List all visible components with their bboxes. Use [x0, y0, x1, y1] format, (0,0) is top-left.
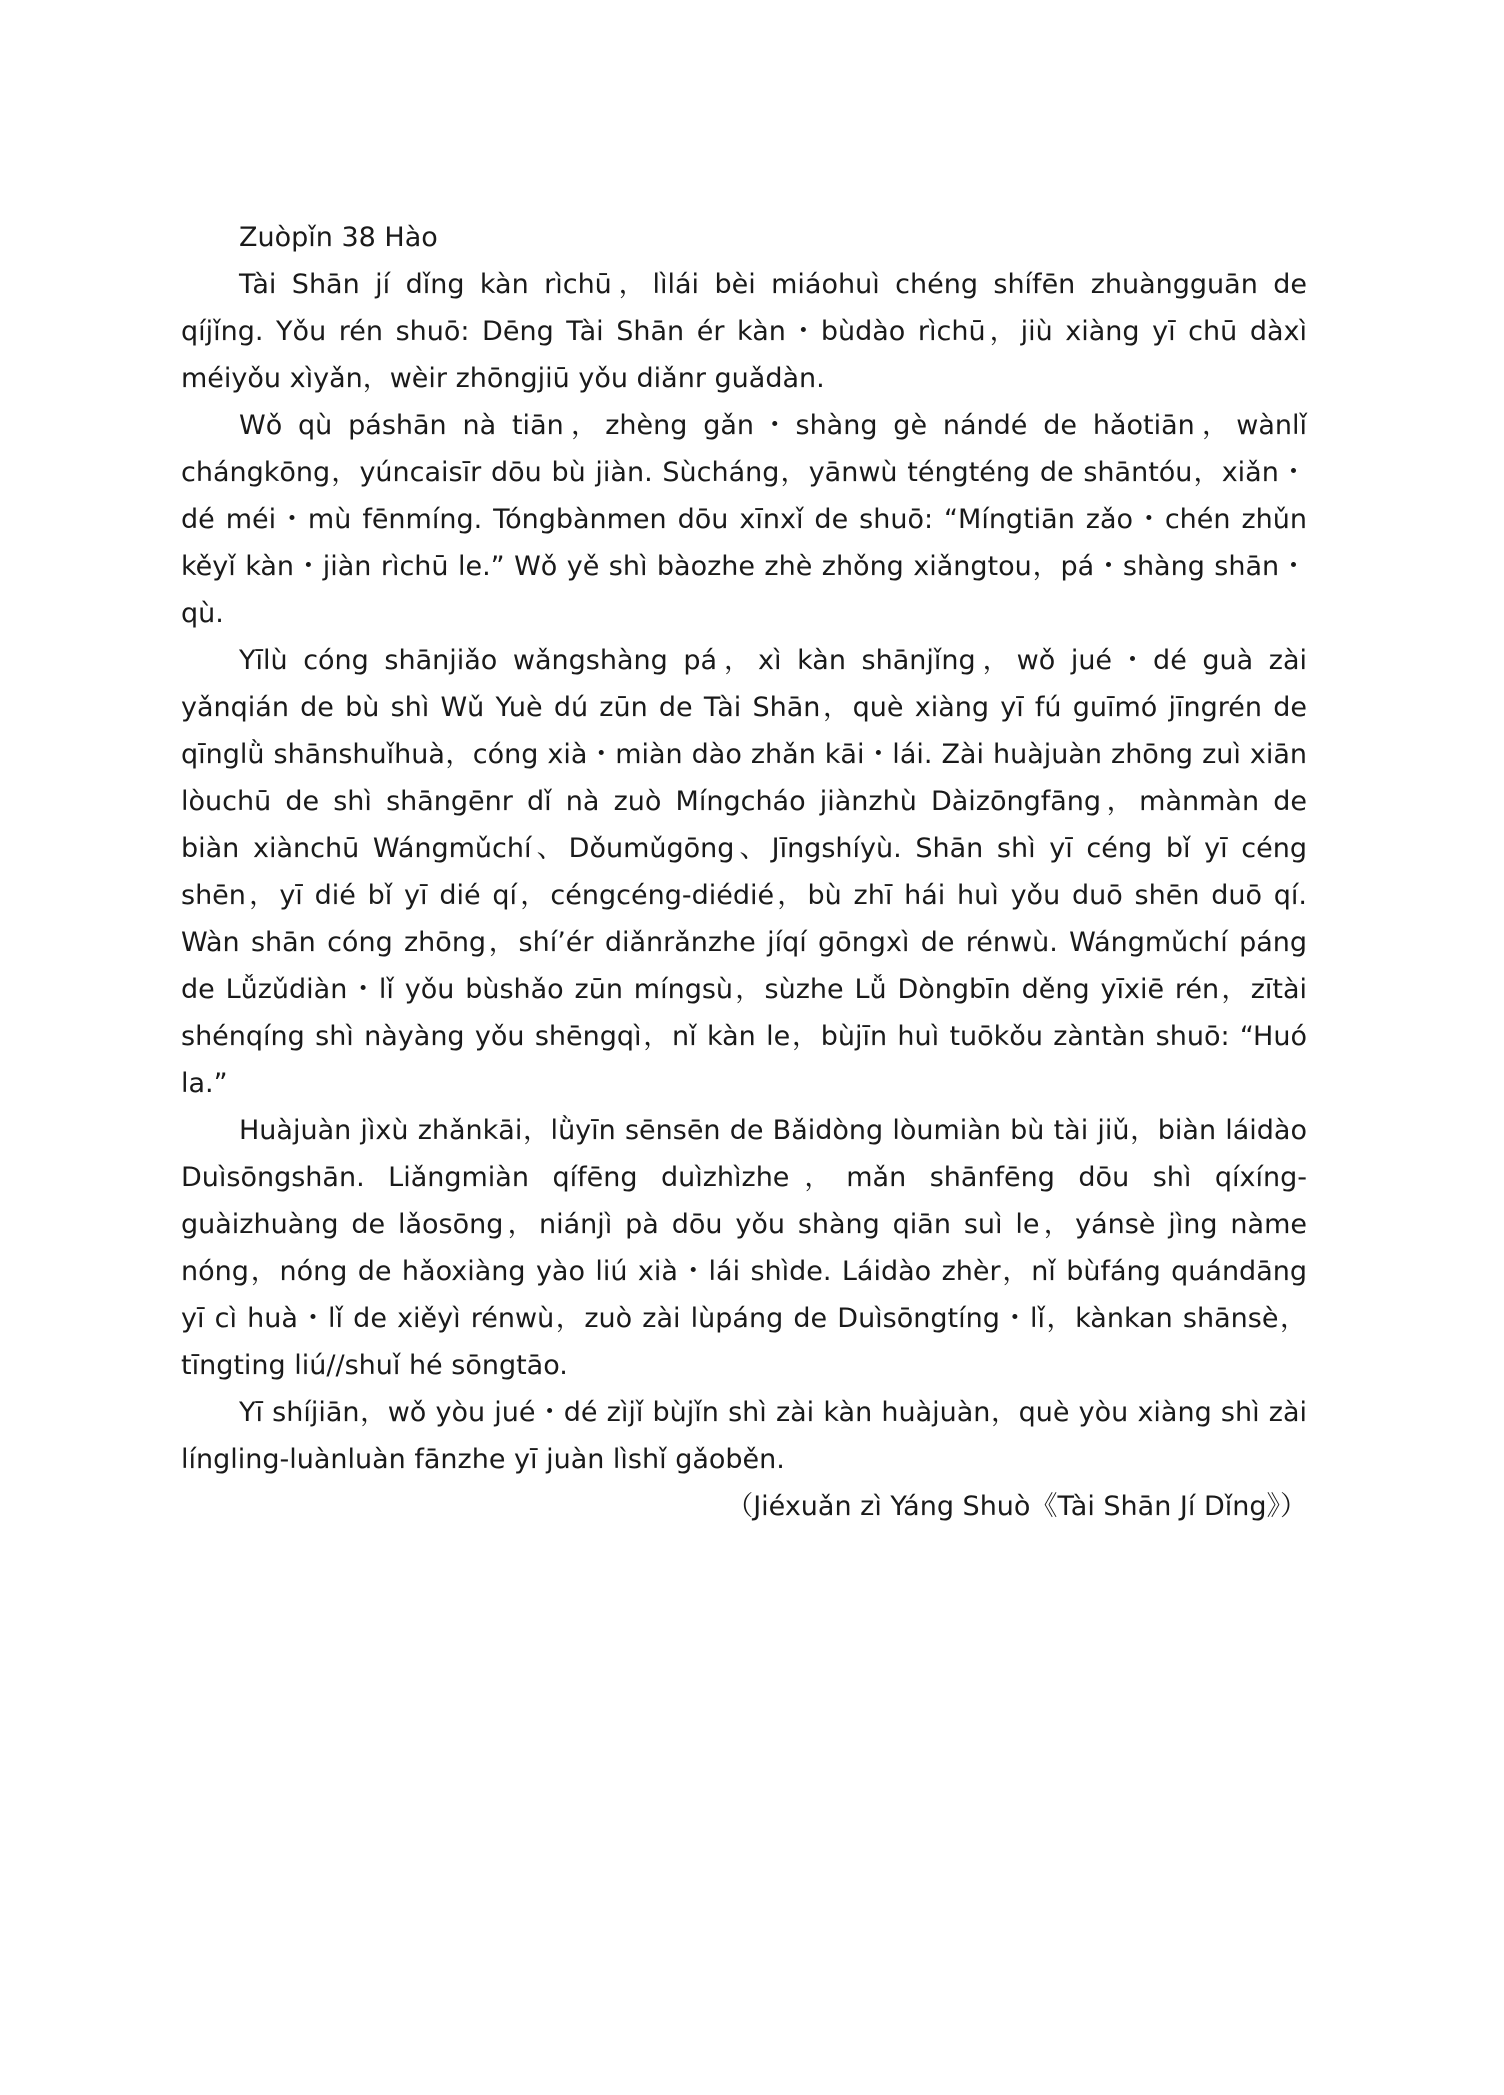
- paragraph-2: Wǒ qù páshān nà tiān，zhèng gǎn・shàng gè nándé de hǎotiān，wànlǐ chángkōng，yúncaisīr dōu bù jiàn. Sùcháng，yānwù téngténg de shāntóu，xiǎn・dé méi・mù fēnmíng. Tóngbànmen dōu xīnxǐ de shuō: “Míngtiān zǎo・chén zhǔn kěyǐ kàn・jiàn rìchū le.” Wǒ yě shì bàozhe zhè zhǒng xiǎngtou，pá・shàng shān・qù.: [181, 410, 1307, 629]
- paragraph-1: Tài Shān jí dǐng kàn rìchū，lìlái bèi miáohuì chéng shífēn zhuàngguān de qíjǐng. Yǒu rén shuō: Dēng Tài Shān ér kàn・bùdào rìchū，jiù xiàng yī chū dàxì méiyǒu xìyǎn，wèir zhōngjiū yǒu diǎnr guǎdàn.: [181, 269, 1307, 394]
- paragraph-3: Yīlù cóng shānjiǎo wǎngshàng pá，xì kàn shānjǐng，wǒ jué・dé guà zài yǎnqián de bù shì Wǔ Yuè dú zūn de Tài Shān，què xiàng yī fú guīmó jīngrén de qīnglǜ shānshuǐhuà，cóng xià・miàn dào zhǎn kāi・lái. Zài huàjuàn zhōng zuì xiān lòuchū de shì shāngēnr dǐ nà zuò Míngcháo jiànzhù Dàizōngfāng，mànmàn de biàn xiànchū Wángmǔchí、Dǒumǔgōng、Jīngshíyù. Shān shì yī céng bǐ yī céng shēn，yī dié bǐ yī dié qí，céngcéng-diédié，bù zhī hái huì yǒu duō shēn duō qí. Wàn shān cóng zhōng，shí’ér diǎnrǎnzhe jíqí gōngxì de rénwù. Wángmǔchí páng de Lǚzǔdiàn・lǐ yǒu bùshǎo zūn míngsù，sùzhe Lǚ Dòngbīn děng yīxiē rén，zītài shénqíng shì nàyàng yǒu shēngqì，nǐ kàn le，bùjīn huì tuōkǒu zàntàn shuō: “Huó la.”: [181, 645, 1307, 1099]
- paragraph-5: Yī shíjiān，wǒ yòu jué・dé zìjǐ bùjǐn shì zài kàn huàjuàn，què yòu xiàng shì zài língling-luànluàn fānzhe yī juàn lìshǐ gǎoběn.: [181, 1397, 1307, 1475]
- document-heading: Zuòpǐn 38 Hào: [239, 222, 438, 253]
- paragraph-4: Huàjuàn jìxù zhǎnkāi，lǜyīn sēnsēn de Bǎidòng lòumiàn bù tài jiǔ，biàn láidào Duìsōngshān. Liǎngmiàn qífēng duìzhìzhe，mǎn shānfēng dōu shì qíxíng-guàizhuàng de lǎosōng，niánjì pà dōu yǒu shàng qiān suì le，yánsè jìng nàme nóng，nóng de hǎoxiàng yào liú xià・lái shìde. Láidào zhèr，nǐ bùfáng quándāng yī cì huà・lǐ de xiěyì rénwù，zuò zài lùpáng de Duìsōngtíng・lǐ，kànkan shānsè，tīngting liú//shuǐ hé sōngtāo.: [181, 1115, 1307, 1381]
- text-block: [181, 214, 1307, 1530]
- source-citation: （Jiéxuǎn zì Yáng Shuò《Tài Shān Jí Dǐng》）: [726, 1491, 1307, 1522]
